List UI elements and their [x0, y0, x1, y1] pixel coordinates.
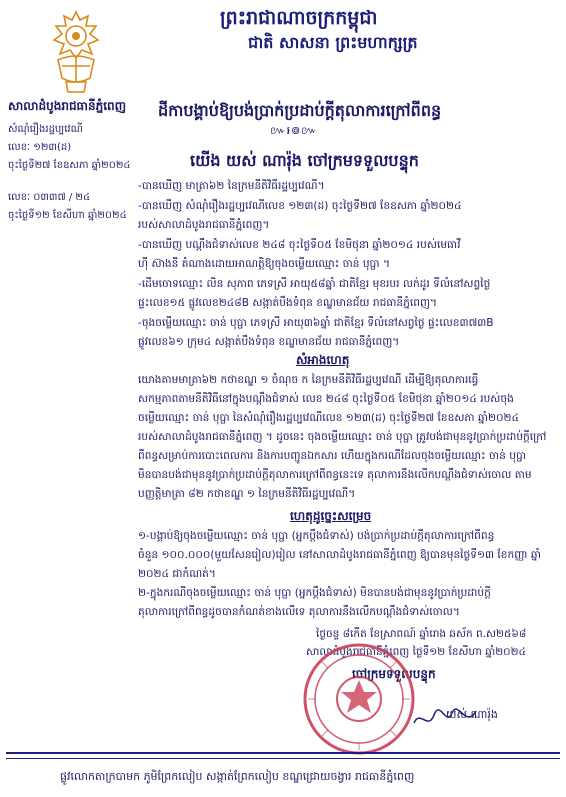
decision-line: តុលាការក្រៅពីពន្ធដូចបានកំណត់ខាងលើទេ តុលាការនឹងលើកបណ្តឹងជំទាស់ចោល។: [138, 606, 460, 618]
seen-line: -បានឃើញ បណ្តឹងជំទាស់លេខ ២៤៨ ចុះថ្ងៃទី០៥ ខែមិថុនា ឆ្នាំ២០១៤ របស់មេធាវី: [138, 239, 461, 251]
national-motto: ជាតិ សាសនា ព្រះមហាក្សត្រ: [248, 33, 418, 52]
seen-line: ហ៊ី ស៊ាងនី តំណាងដោយអាណត្តិឱ្យចុងចម្លើយឈ្មោះ ចាន់ បុប្ផា ។: [138, 258, 390, 270]
decision-line: ១-បង្គាប់ឱ្យចុងចម្លើយឈ្មោះ ចាន់ បុប្ផា (អ្នកប្តឹងជំទាស់) បង់ប្រាក់ប្រដាប់ក្តីតុលាការក្រៅពីពន្ធ: [138, 530, 495, 542]
kingdom-heading: ព្រះរាជាណាចក្រកម្ពុជា: [220, 7, 378, 29]
lunar-date: ថ្ងៃចន្ទ ៨កើត ខែស្រាពណ៍ ឆ្នាំរោង ឆស័ក ព.ស២៥៦៨: [316, 628, 527, 640]
court-seal-icon: [300, 640, 418, 758]
reasons-line: របស់សាលាដំបូងរាជធានីភ្នំពេញ ។ ដូចនេះ ចុងចម្លើយឈ្មោះ ចាន់ បុប្ផា ត្រូវបង់ជាមុននូវប្រាក់ប្រដាប់ក្តីក្រៅ: [138, 431, 547, 443]
seen-line: ផ្លូវលេខ៦១ ក្រុម៤ សង្កាត់បឹងទំពុន ខណ្ឌមានជ័យ រាជធានីភ្នំពេញ។: [138, 336, 400, 348]
reasons-line: មិនបានបង់ជាមុននូវប្រាក់ប្រដាប់ក្តីតុលាការក្រៅពីពន្ធនេះទេ តុលាការនឹងលើកបណ្តឹងជំទាស់ចោល តាម: [138, 469, 532, 481]
reasons-line: បញ្ញត្តិមាត្រា ៨២ កថាខណ្ឌ ១ នៃក្រមនីតិវិធីរដ្ឋប្បវេណី។: [138, 488, 356, 500]
seen-line: -បានឃើញ មាត្រា៦២ នៃក្រមនីតិវិធីរដ្ឋប្បវេណី។: [138, 180, 325, 192]
place-date: សាលាដំបូងរាជធានីភ្នំពេញ ថ្ងៃទី១២ ខែសីហា ឆ្នាំ២០២៤: [306, 646, 526, 658]
reasons-heading: សំអាងហេតុ: [296, 353, 350, 367]
reasons-line: ពីពន្ធសម្រាប់ការបោះពេលការ និងការបញ្ជូនឯកសារ ហើយក្នុងករណីដែលចុងចម្លើយឈ្មោះ ចាន់ បុប្ផា: [138, 450, 527, 462]
title-ornament: ៚៛៙៚: [270, 124, 318, 137]
order-number: លេខៈ ០៣៣៧ / ២៤: [8, 192, 91, 203]
signatory-role: ចៅក្រមទទួលបន្ទុក: [352, 667, 436, 681]
court-address: ផ្លូវលោកតាក្របាមក ភូមិព្រែកលៀប សង្កាត់ព្រែកលៀប ខណ្ឌជ្រោយចង្វារ រាជធានីភ្នំពេញ: [60, 770, 415, 783]
footer-divider: [6, 752, 560, 759]
reasons-line: យោងតាមមាត្រា៦២ កថាខណ្ឌ ១ ចំណុច ក នៃក្រមនីតិវិធីរដ្ឋប្បវេណី ដើម្បីឱ្យតុលាការធ្វើ: [138, 374, 479, 386]
seen-line: -ចុងចម្លើយឈ្មោះ ចាន់ បុប្ផា ភេទស្រី អាយុ៣៦ឆ្នាំ ជាតិខ្មែរ ទីលំនៅសព្វថ្ងៃ ផ្ទះលេខ៣៧៣B: [138, 317, 494, 329]
seen-line: -ដើមចោទឈ្មោះ លិន សុភាព ភេទស្រី អាយុ៥៨ឆ្នាំ ជាតិខ្មែរ មុខរបរ លក់ដូរ ទីលំនៅសព្វថ្ងៃ: [138, 278, 491, 290]
seen-line: ផ្ទះលេខ១៥ ផ្លូវលេខ២៤៨B សង្កាត់បឹងទំពុន ខណ្ឌមានជ័យ រាជធានីភ្នំពេញ។: [138, 297, 438, 309]
court-name: សាលាដំបូងរាជធានីភ្នំពេញ: [8, 99, 127, 113]
reasons-line: ចម្លើយឈ្មោះ ចាន់ បុប្ផា នៃសំណុំរឿងរដ្ឋប្បវេណីលេខ ១២៣(ដ) ចុះថ្ងៃទី២៧ ខែឧសភា ឆ្នាំ២០២៤: [138, 412, 519, 424]
case-date: ចុះថ្ងៃទី២៧ ខែឧសភា ឆ្នាំ២០២៤: [8, 160, 131, 171]
case-label: សំណុំរឿងរដ្ឋប្បវេណី: [8, 124, 83, 135]
presiding-judge-heading: យើង យស់ ណារ៉ុង ចៅក្រមទទួលបន្ទុក: [190, 151, 419, 170]
reasons-line: សកម្មភាពតាមនីតិវិធីនៅក្នុងបណ្តឹងជំទាស់ លេខ ២៤៨ ចុះថ្ងៃទី០៥ ខែមិថុនា ឆ្នាំ២០១៤ របស់ចុង: [138, 393, 514, 405]
seen-line: -បានឃើញ សំណុំរឿងរដ្ឋប្បវេណីលេខ ១២៣(ដ) ចុះថ្ងៃទី២៧ ខែឧសភា ឆ្នាំ២០២៤: [138, 200, 462, 212]
decision-heading: ហេតុដូច្នេះសម្រេច: [290, 509, 372, 523]
decision-line: ចំនួន ១០០.០០០(មួយសែនរៀល)រៀល នៅសាលាដំបូងរាជធានីភ្នំពេញ ឱ្យបានមុនថ្ងៃទី១៣ ខែកញ្ញា ឆ្នាំ: [138, 549, 541, 561]
order-date: ចុះថ្ងៃទី១២ ខែសីហា ឆ្នាំ២០២៤: [8, 210, 127, 221]
case-number: លេខៈ ១២៣(ដ): [8, 142, 72, 153]
document-title: ដីកាបង្គាប់ឱ្យបង់ប្រាក់ប្រដាប់ក្តីតុលាការក្រៅពីពន្ធ: [158, 101, 442, 120]
seen-line: របស់សាលាដំបូងរាជធានីភ្នំពេញ។: [138, 219, 270, 231]
court-emblem-icon: [44, 6, 108, 98]
decision-line: ២០២៤ ជាកំណត់។: [138, 568, 216, 580]
decision-line: ២-ក្នុងករណីចុងចម្លើយឈ្មោះ ចាន់ បុប្ផា (អ្នកប្តឹងជំទាស់) មិនបានបង់ជាមុននូវប្រាក់ប្រដាប់ក្តី: [138, 587, 491, 599]
judge-name: យស់ ណារ៉ុង: [446, 708, 498, 721]
